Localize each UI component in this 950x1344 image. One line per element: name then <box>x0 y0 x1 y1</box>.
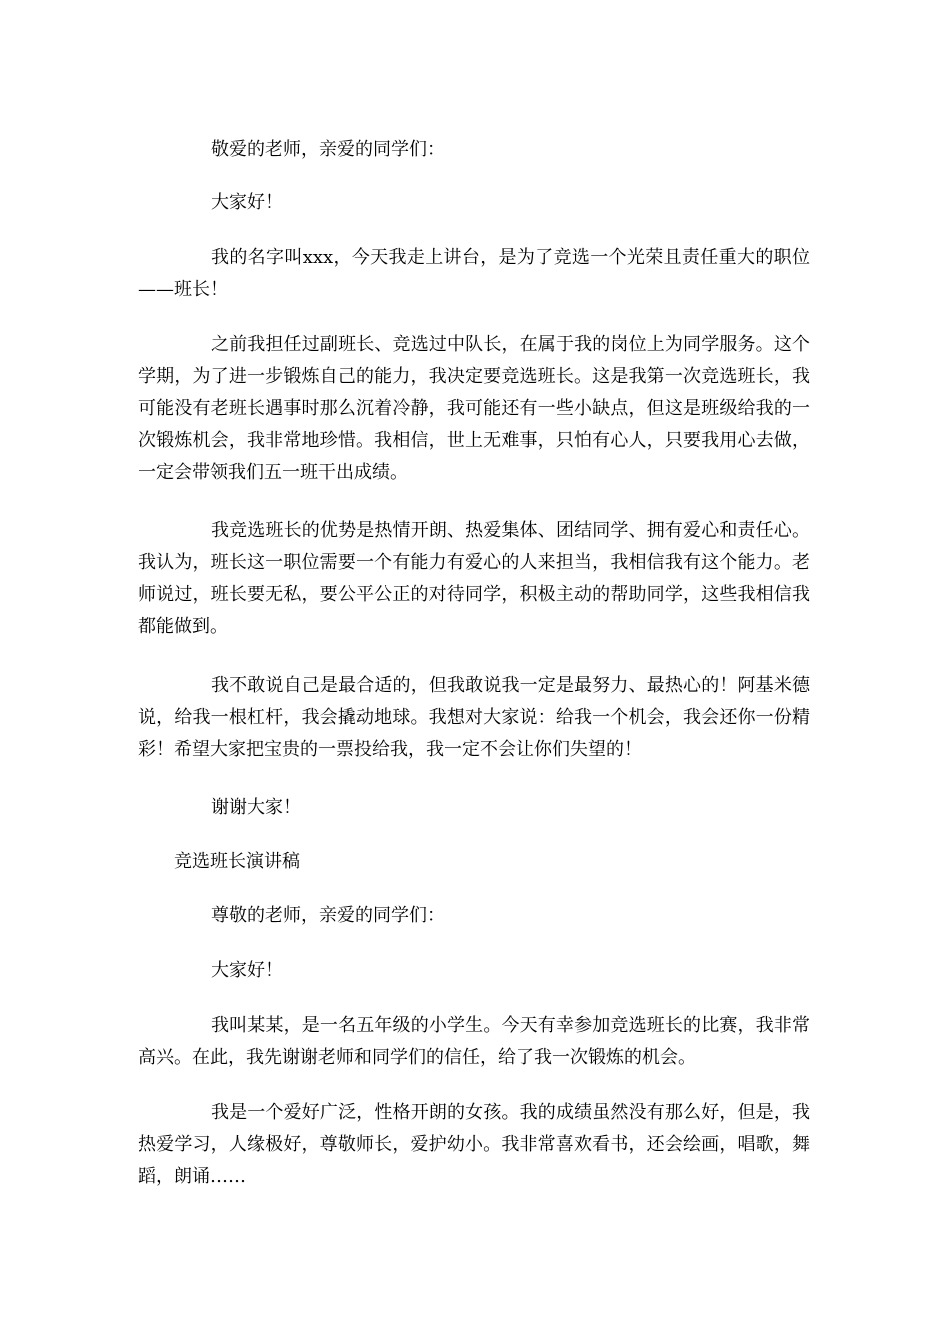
paragraph-experience: 之前我担任过副班长、竞选过中队长，在属于我的岗位上为同学服务。这个学期，为了进一步锻炼自己的能力，我决定要竞选班长。这是我第一次竞选班长，我可能没有老班长遇事时那么沉着冷静，我可能还有一些小缺点，但这是班级给我的一次锻炼机会，我非常地珍惜。我相信，世上无难事，只怕有心人，只要我用心去做，一定会带领我们五一班干出成绩。 <box>138 334 810 483</box>
paragraph-introduction-2: 我叫某某，是一名五年级的小学生。今天有幸参加竞选班长的比赛，我非常高兴。在此，我先谢谢老师和同学们的信任，给了我一次锻炼的机会。 <box>138 1015 810 1068</box>
paragraph-greeting-2: 尊敬的老师，亲爱的同学们： <box>211 905 445 926</box>
paragraph-thanks: 谢谢大家！ <box>211 797 301 818</box>
paragraph-hobbies: 我是一个爱好广泛，性格开朗的女孩。我的成绩虽然没有那么好，但是，我热爱学习，人缘极好，尊敬师长，爱护幼小。我非常喜欢看书，还会绘画，唱歌，舞蹈，朗诵…… <box>138 1102 810 1187</box>
paragraph-greeting-1: 敬爱的老师，亲爱的同学们： <box>211 139 445 160</box>
paragraph-introduction-1: 我的名字叫xxx，今天我走上讲台，是为了竞选一个光荣且责任重大的职位——班长！ <box>138 247 810 300</box>
paragraph-appeal: 我不敢说自己是最合适的，但我敢说我一定是最努力、最热心的！阿基米德说，给我一根杠杆，我会撬动地球。我想对大家说：给我一个机会，我会还你一份精彩！希望大家把宝贵的一票投给我，我一定不会让你们失望的！ <box>138 675 810 760</box>
section-title: 竞选班长演讲稿 <box>174 851 300 872</box>
paragraph-advantages: 我竞选班长的优势是热情开朗、热爱集体、团结同学、拥有爱心和责任心。我认为，班长这一职位需要一个有能力有爱心的人来担当，我相信我有这个能力。老师说过，班长要无私，要公平公正的对待同学，积极主动的帮助同学，这些我相信我都能做到。 <box>138 520 810 637</box>
paragraph-hello-1: 大家好！ <box>211 192 283 213</box>
paragraph-hello-2: 大家好！ <box>211 960 283 981</box>
